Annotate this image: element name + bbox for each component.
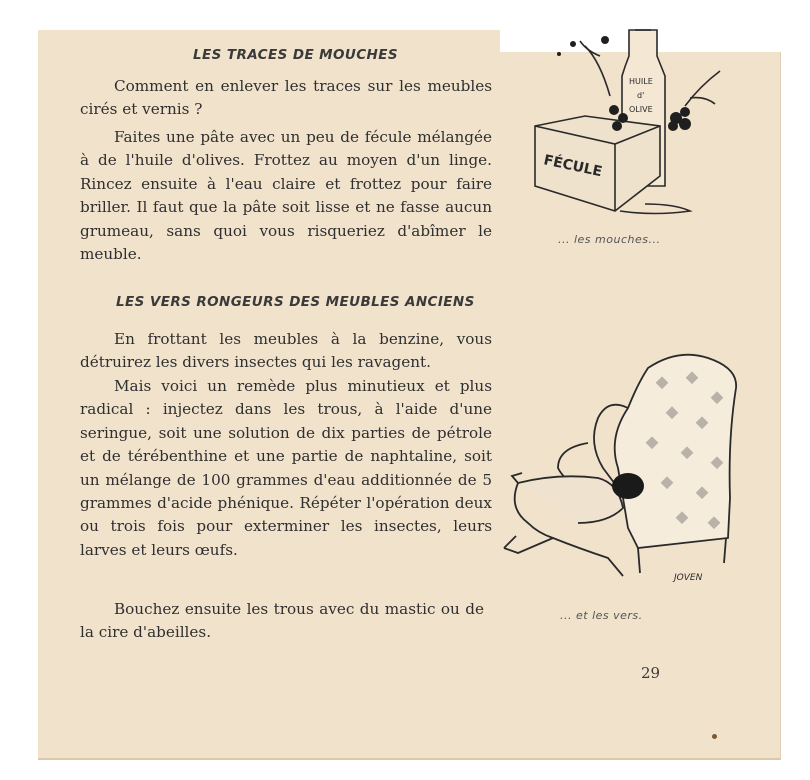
section2-title: LES VERS RONGEURS DES MEUBLES ANCIENS (116, 294, 475, 310)
section2-paragraph-2: Mais voici un remède plus minutieux et plus radical : injectez dans les trous, à l'aide d'une seringue, soit une solution de dix parties de pétrole et de térébenthine et une partie de naphtaline, soit un mélange de 100 grammes d'eau additionnée de 5 grammes d'acide phénique. Répéter l'opération deux ou trois fois pour exterminer les insectes, leurs larves et leurs œufs. (80, 377, 492, 559)
box-label: FÉCULE (542, 152, 604, 181)
illustration2-caption: ... et les vers. (560, 609, 643, 622)
section1-title: LES TRACES DE MOUCHES (193, 47, 398, 63)
bottle-label-line3: OLIVE (629, 105, 653, 114)
oil-and-starch-illustration (525, 26, 740, 226)
illustration1-caption: ... les mouches... (558, 233, 661, 246)
section2-paragraph-3: Bouchez ensuite les trous avec du mastic ou de la cire d'abeilles. (80, 600, 484, 642)
bottle-label-line2: d' (637, 91, 645, 100)
ink-spot (712, 734, 717, 739)
section1-paragraph-1: Comment en enlever les traces sur les meubles cirés et vernis ? (80, 77, 492, 119)
section2-paragraph-1: En frottant les meubles à la benzine, vous détruirez les divers insectes qui les ravagent. (80, 330, 492, 372)
section1-paragraph-2: Faites une pâte avec un peu de fécule mélangée à de l'huile d'olives. Frottez au moyen d'un linge. Rincez ensuite à l'eau claire et frottez pour faire briller. Il faut que la pâte soit lisse et ne fasse aucun grumeau, sans quoi vous risqueriez d'abîmer le meuble. (80, 128, 492, 264)
bottle-label-line1: HUILE (629, 77, 653, 86)
artist-signature: JOVEN (674, 573, 703, 583)
armchair-illustration (498, 348, 748, 586)
page-number: 29 (641, 664, 661, 682)
